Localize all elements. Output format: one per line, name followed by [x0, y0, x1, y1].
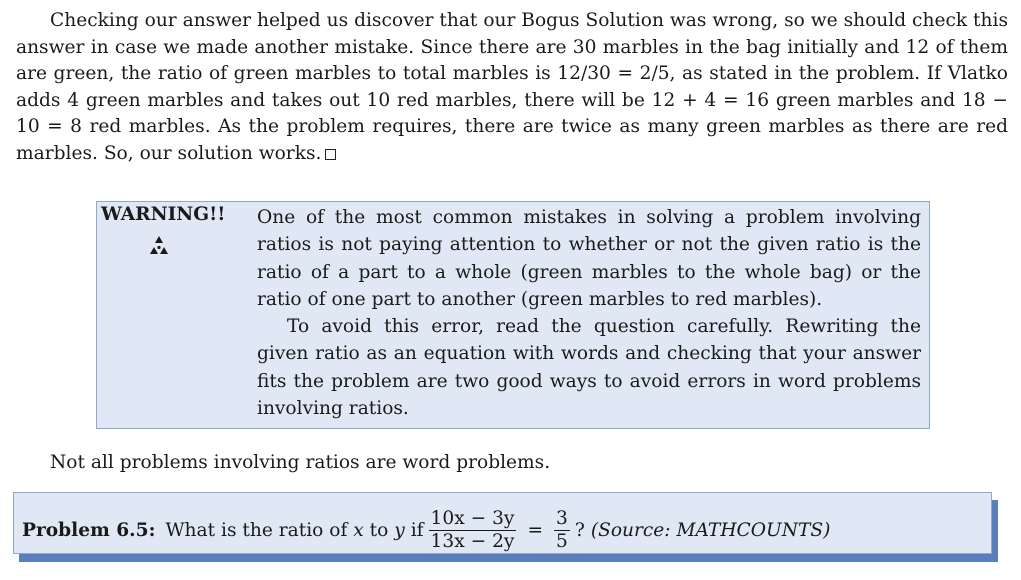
problem-box-panel: [13, 492, 992, 554]
if-word: if: [410, 520, 424, 541]
value-numerator: 3: [556, 508, 568, 529]
problem-question-prefix: What is the ratio of: [165, 520, 348, 541]
var-x: x: [353, 520, 364, 541]
warning-text: [257, 204, 921, 422]
to-word: to: [369, 520, 389, 541]
fraction-denominator: 13x − 2y: [430, 531, 515, 552]
value-denominator: 5: [556, 531, 568, 552]
equals-sign: =: [527, 520, 544, 541]
warning-box: [96, 201, 930, 429]
problem-box: [13, 492, 998, 562]
var-y: y: [394, 520, 405, 541]
problem-statement: [22, 509, 830, 552]
fraction-value: [554, 509, 570, 552]
warning-label: WARNING!!: [101, 204, 226, 225]
intro-paragraph: [16, 8, 1008, 168]
warning-paragraph-1: One of the most common mistakes in solving a problem involving ratios is not paying attention to whether or not the given ratio is the ratio of a part to a whole (green marbles to the whole bag) or the ratio of one part to another (green marbles to red marbles).: [257, 207, 921, 310]
radiation-hazard-icon: [147, 236, 171, 256]
fraction-expression: [429, 509, 517, 552]
fraction-numerator: 10x − 3y: [430, 508, 515, 529]
question-mark: ?: [574, 520, 585, 541]
intro-text: Checking our answer helped us discover that our Bogus Solution was wrong, so we should check this answer in case we made another mistake. Since there are 30 marbles in the bag initially and 12 of them are green, the ratio of green marbles to total marbles is 12/30 = 2/5, as stated in the problem. If Vlatko adds 4 green marbles and takes out 10 red marbles, there will be 12 + 4 = 16 green marbles and 18 − 10 = 8 red marbles. As the problem requires, there are twice as many green marbles as there are red marbles. So, our solution works.: [16, 10, 1008, 164]
problem-source: (Source: MATHCOUNTS): [590, 520, 831, 541]
warning-paragraph-2: To avoid this error, read the question carefully. Rewriting the given ratio as an equation with words and checking that your answer fits the problem are two good ways to avoid errors in word problems involving ratios.: [257, 316, 921, 420]
lead-text: Not all problems involving ratios are word problems.: [50, 452, 551, 473]
problem-label: Problem 6.5:: [22, 520, 156, 541]
qed-square-icon: [325, 149, 336, 160]
